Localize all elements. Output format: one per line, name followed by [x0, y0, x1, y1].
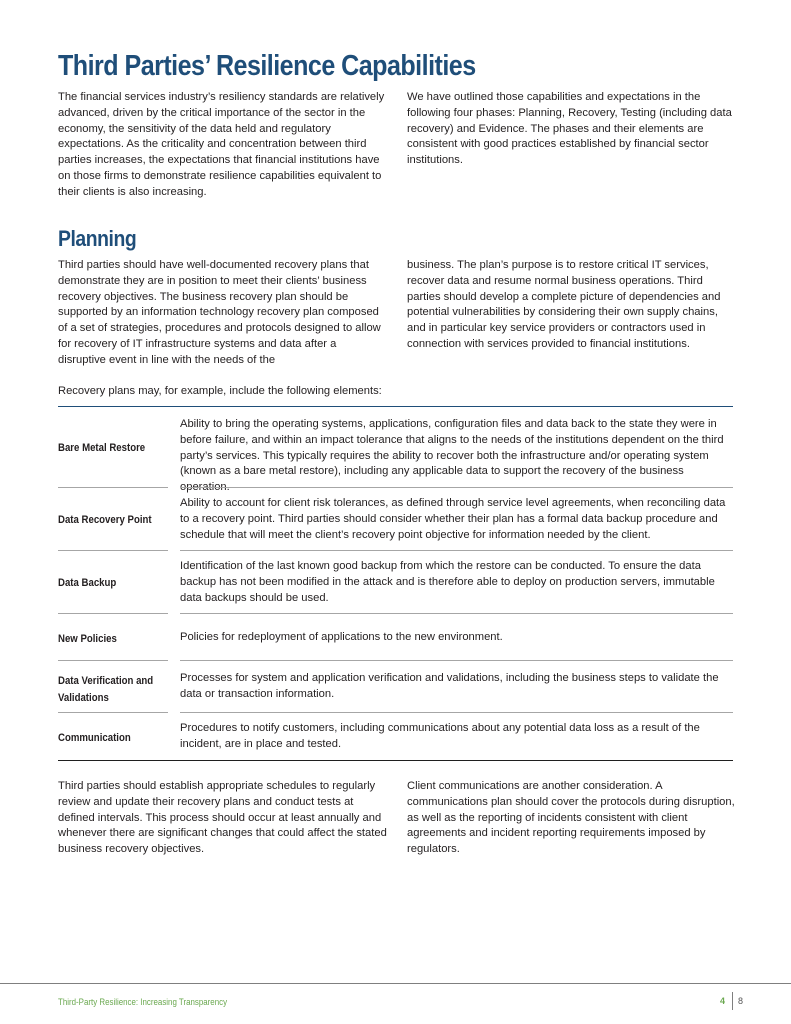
- row-divider-label: [58, 613, 168, 614]
- planning-heading: Planning: [58, 226, 137, 251]
- row-divider-desc: [180, 487, 733, 488]
- element-desc-data-verification: Processes for system and application verification and validations, including the business steps to validate the data or transaction information.: [180, 672, 719, 700]
- footer-total-pages: 8: [738, 996, 744, 1006]
- table-top-rule: [58, 406, 733, 407]
- row-divider-desc: [180, 712, 733, 713]
- element-label-data-verification: Data Verification and Validations: [58, 675, 154, 704]
- page-title: Third Parties’ Resilience Capabilities: [58, 50, 476, 82]
- table-bottom-rule: [58, 760, 733, 761]
- intro-right-paragraph: We have outlined those capabilities and expectations in the following four phases: Planning, Recovery, Testing (including data recovery) and Evidence. The phases and their elements are consistent with good practices established by financial sector institutions.: [407, 91, 732, 167]
- element-label-communication: Communication: [58, 732, 131, 744]
- row-divider-label: [58, 550, 168, 551]
- footer-page-number: 4: [720, 996, 726, 1006]
- closing-left-paragraph: Third parties should establish appropriate schedules to regularly review and update their recovery plans and conduct tests at defined intervals. This process should occur at least annually and whenever there are significant changes that could affect the stated business recovery objectives.: [58, 780, 387, 856]
- row-divider-label: [58, 487, 168, 488]
- element-label-data-backup: Data Backup: [58, 577, 117, 589]
- element-desc-bare-metal-restore: Ability to bring the operating systems, applications, configuration files and data back to the state they were in before failure, and within an impact tolerance that aligns to the needs of the institutions dependent on the third party’s services. This typically requires the ability to recover both the infrastructure and/or operating system (known as a bare metal restore), including any applicable data to support the recovery of the business operation.: [180, 418, 724, 494]
- table-intro: Recovery plans may, for example, include the following elements:: [58, 385, 382, 397]
- element-label-data-recovery-point: Data Recovery Point: [58, 514, 152, 526]
- footer-separator: [732, 992, 733, 1010]
- element-desc-communication: Procedures to notify customers, including communications about any potential data loss as a result of the incident, are in place and tested.: [180, 722, 700, 750]
- row-divider-desc: [180, 550, 733, 551]
- intro-left-paragraph: The financial services industry’s resiliency standards are relatively advanced, driven by the critical importance of the sector in the economy, the sensitivity of the data held and regulatory expectations. As the criticality and concentration between third parties increases, the expectations that financial institutions have on those firms to demonstrate resilience capabilities equivalent to their clients is also increasing.: [58, 91, 385, 198]
- element-label-new-policies: New Policies: [58, 633, 117, 645]
- row-divider-desc: [180, 613, 733, 614]
- element-label-bare-metal-restore: Bare Metal Restore: [58, 442, 146, 454]
- element-desc-new-policies: Policies for redeployment of applications to the new environment.: [180, 631, 503, 643]
- planning-left-paragraph: Third parties should have well-documented recovery plans that demonstrate they are in position to meet their clients’ business recovery objectives. The business recovery plan should be supported by an information technology recovery plan composed of a set of strategies, procedures and protocols designed to allow for recovery of IT infrastructure systems and data after a disruptive event in line with the needs of the: [58, 259, 381, 366]
- row-divider-label: [58, 660, 168, 661]
- row-divider-label: [58, 712, 168, 713]
- footer-document-title: Third-Party Resilience: Increasing Transparency: [58, 997, 228, 1007]
- closing-right-paragraph: Client communications are another consideration. A communications plan should cover the protocols during disruption, as well as the reporting of incidents consistent with client agreements and incident reporting requirements imposed by regulators.: [407, 780, 735, 856]
- planning-right-paragraph: business. The plan’s purpose is to restore critical IT services, recover data and resume normal business operations. Third parties should develop a complete picture of dependencies and potential vulnerabilities by considering their own supply chains, and in particular key service providers or contractors used in connection with services provided to financial institutions.: [407, 259, 721, 350]
- footer-rule: [0, 983, 791, 984]
- element-desc-data-backup: Identification of the last known good backup from which the restore can be conducted. To ensure the data backup has not been modified in the attack and is therefore able to deploy on production servers, immutable data backups should be used.: [180, 560, 715, 604]
- row-divider-desc: [180, 660, 733, 661]
- element-desc-data-recovery-point: Ability to account for client risk tolerances, as defined through service level agreements, when reconciling data to a recovery point. Third parties should consider whether their plan has a formal data backup procedure and schedule that will meet the client’s recovery point objective for information needed by the client.: [180, 497, 726, 541]
